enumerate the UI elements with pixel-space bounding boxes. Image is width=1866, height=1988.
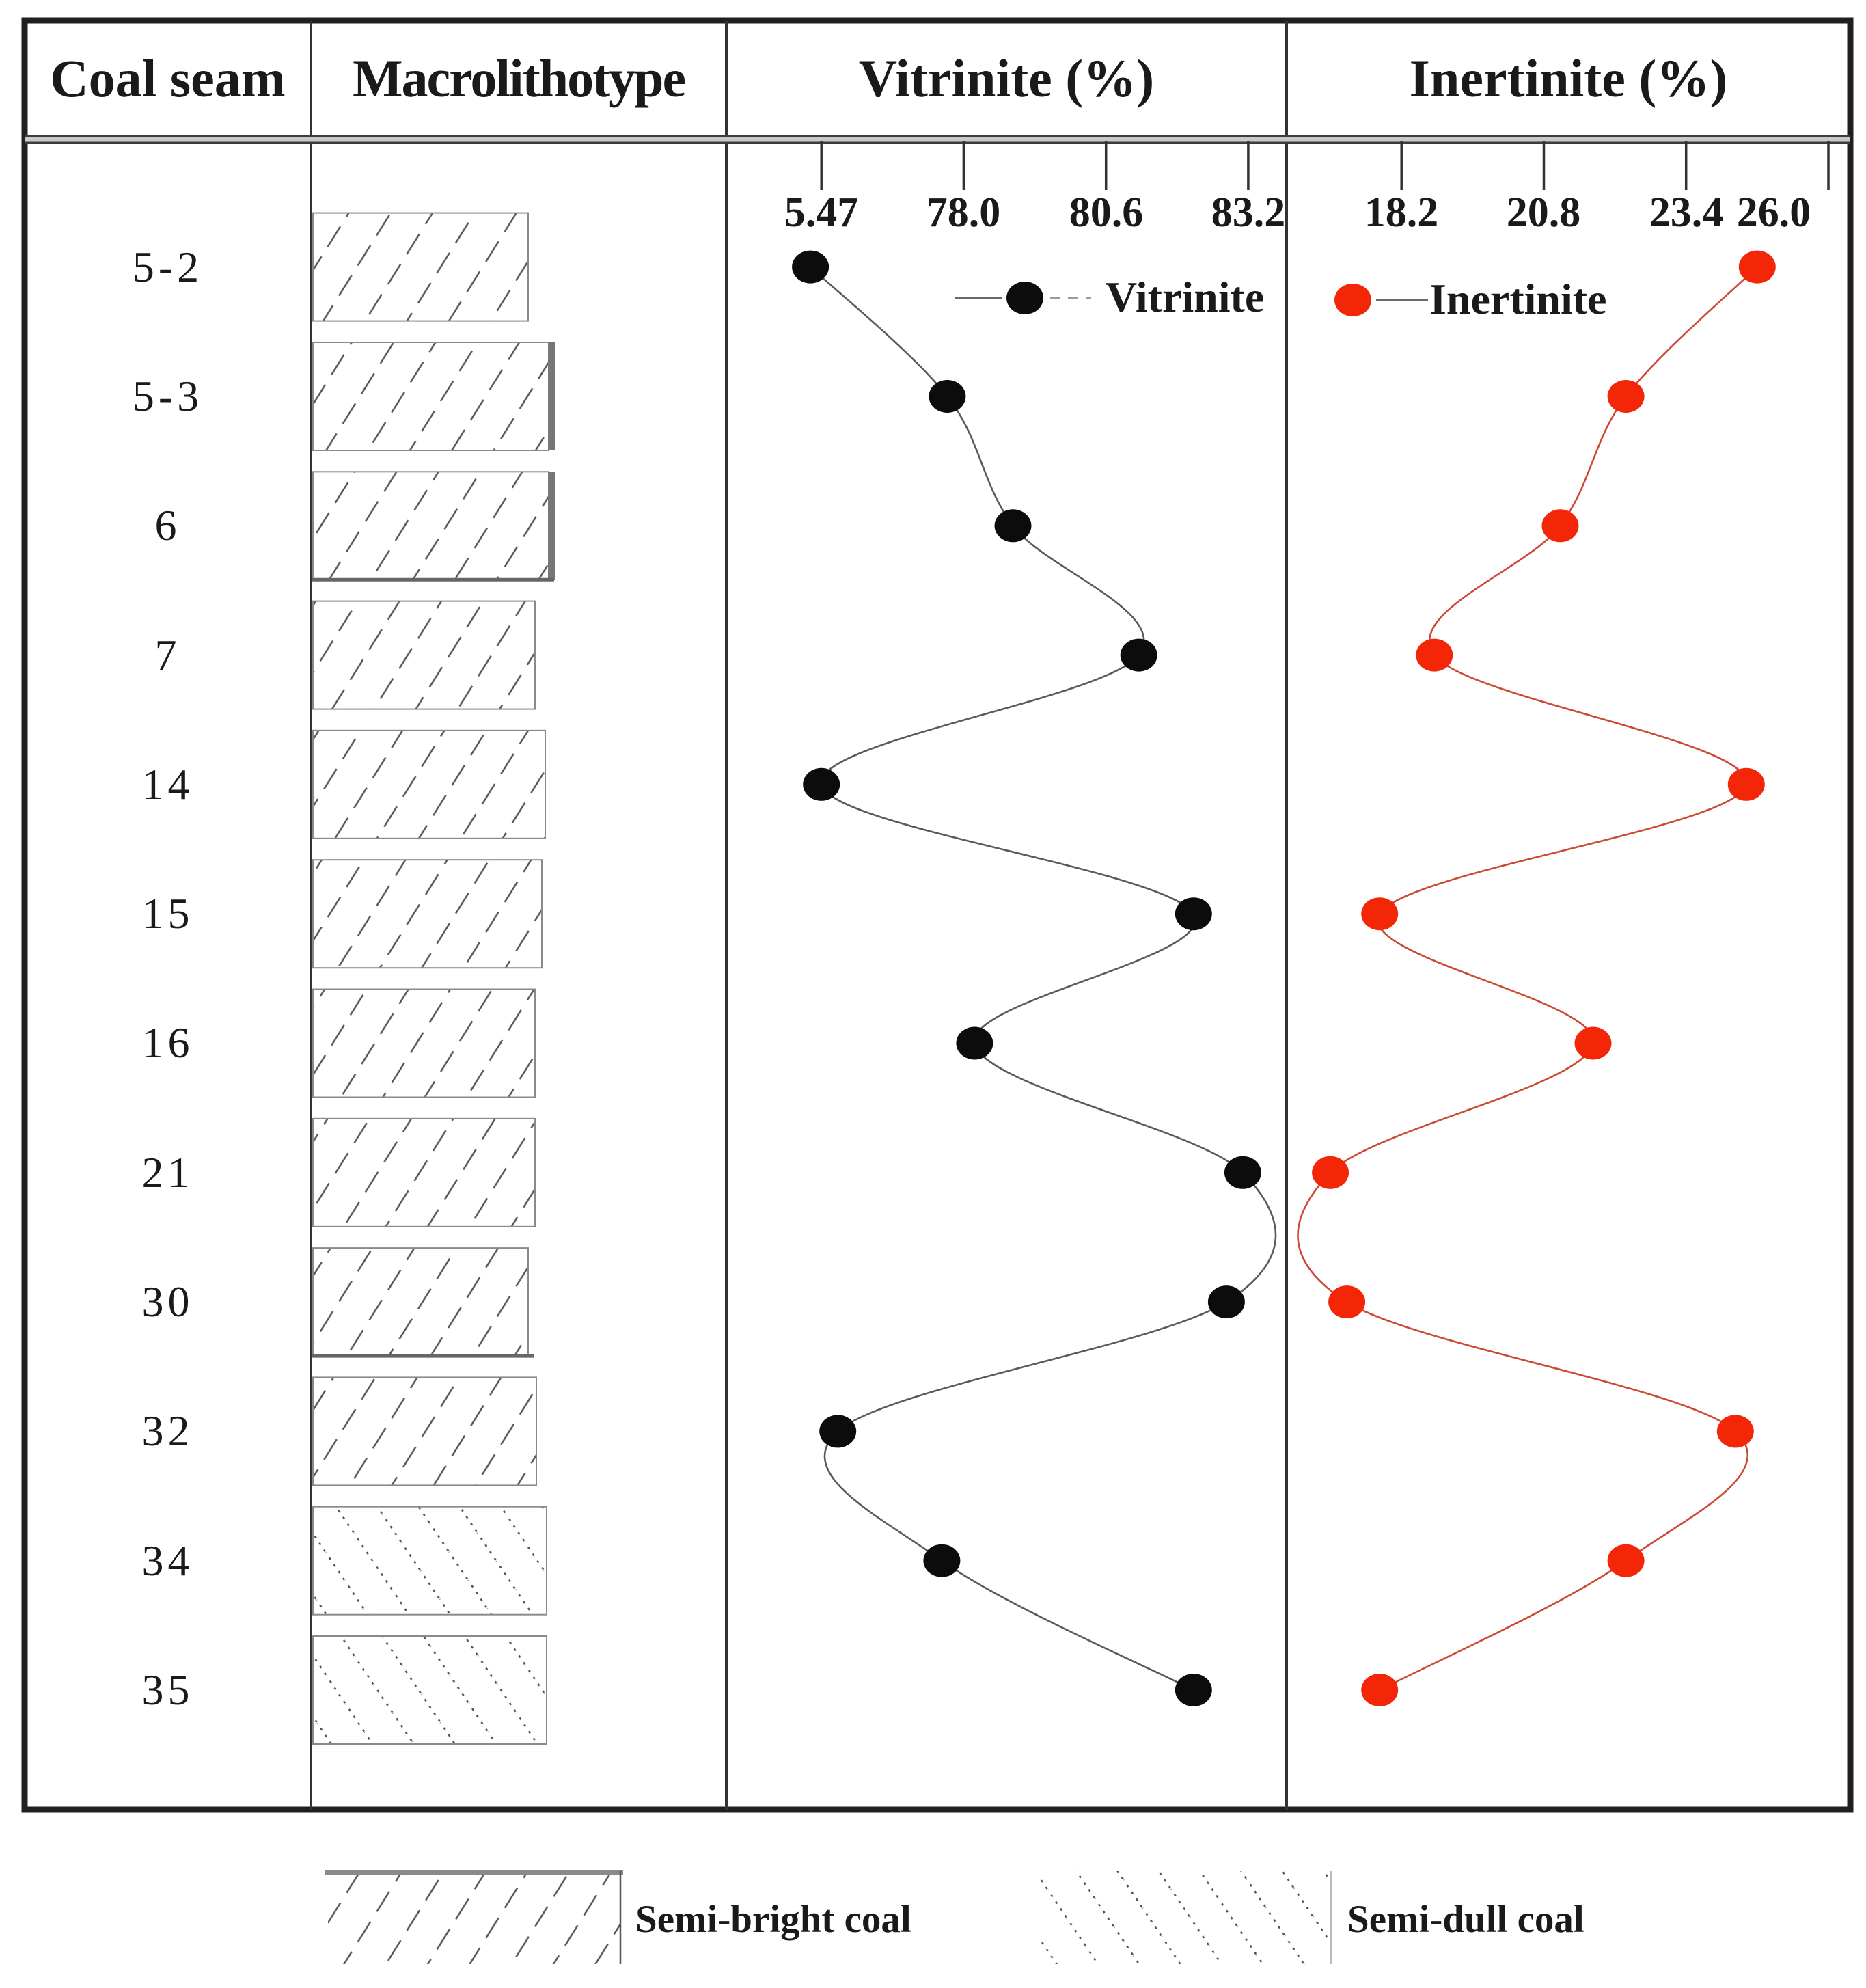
coal-seam-label-34: 34 — [141, 1536, 194, 1585]
header-inertinite: Inertinite (%) — [1409, 49, 1728, 108]
inertinite-tick-label-23.4: 23.4 — [1649, 189, 1724, 236]
coal-seam-label-7: 7 — [154, 631, 181, 679]
vitrinite-tick-label-80.6: 80.6 — [1069, 189, 1144, 236]
vitrinite-tick-label-5.47: 5.47 — [784, 189, 859, 236]
vitrinite-tick-label-83.2: 83.2 — [1211, 189, 1286, 236]
inertinite-legend-label: Inertinite — [1429, 275, 1607, 323]
coal-seam-label-30: 30 — [141, 1277, 194, 1326]
coal-seam-label-5-3: 5-3 — [132, 372, 204, 420]
vitrinite-tick-label-78.0: 78.0 — [926, 189, 1001, 236]
header-coal-seam: Coal seam — [50, 49, 286, 108]
semi-bright-legend-label: Semi-bright coal — [635, 1898, 911, 1941]
coal-seam-label-15: 15 — [141, 889, 194, 938]
coal-seam-label-14: 14 — [141, 760, 194, 808]
vitrinite-legend-label: Vitrinite — [1106, 273, 1265, 321]
inertinite-tick-label-20.8: 20.8 — [1506, 189, 1581, 236]
coal-seam-label-32: 32 — [141, 1406, 194, 1455]
header-macrolithotype: Macrolithotype — [352, 49, 685, 108]
semi-dull-legend-label: Semi-dull coal — [1347, 1898, 1584, 1941]
coal-seam-label-16: 16 — [141, 1018, 194, 1067]
inertinite-tick-label-26.0: 26.0 — [1736, 189, 1811, 236]
header-vitrinite: Vitrinite (%) — [858, 49, 1155, 108]
inertinite-tick-label-18.2: 18.2 — [1364, 189, 1439, 236]
coal-seam-label-21: 21 — [141, 1148, 194, 1197]
coal-seam-label-6: 6 — [154, 501, 181, 549]
coal-seam-label-5-2: 5-2 — [132, 243, 204, 291]
coal-seam-label-35: 35 — [141, 1665, 194, 1714]
